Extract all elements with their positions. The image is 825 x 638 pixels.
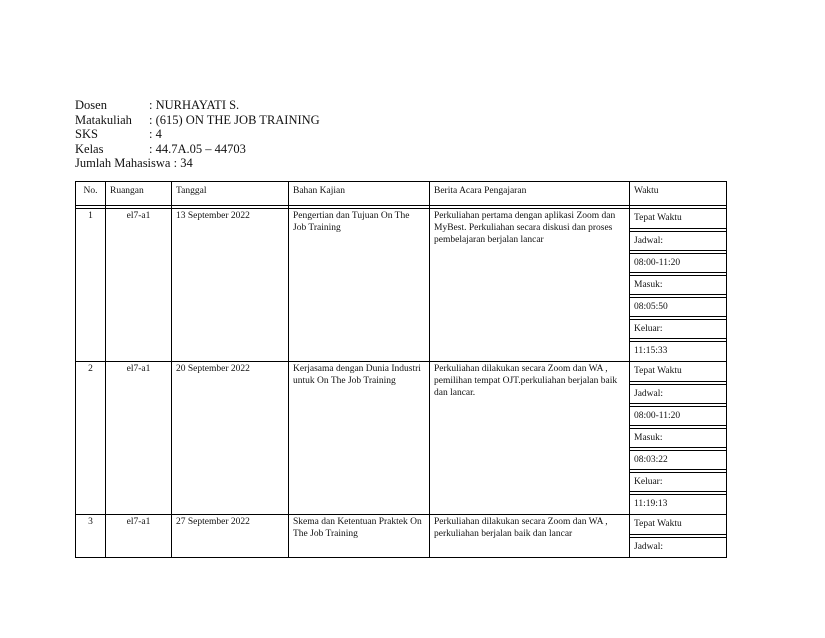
waktu-keluar-label: Keluar: [630, 472, 726, 492]
cell-no: 2 [76, 362, 106, 515]
cell-ruangan: el7-a1 [106, 209, 172, 362]
waktu-keluar-label: Keluar: [630, 319, 726, 339]
kelas-label: Kelas [75, 141, 104, 156]
cell-waktu [630, 209, 727, 362]
cell-no: 3 [76, 515, 106, 558]
waktu-status: Tepat Waktu [630, 362, 726, 382]
sks-value: : 4 [149, 127, 162, 141]
dosen-value: : NURHAYATI S. [149, 98, 240, 112]
waktu-jadwal-value: 08:00-11:20 [630, 253, 726, 273]
table-row [76, 362, 727, 515]
cell-ruangan: el7-a1 [106, 362, 172, 515]
cell-no: 1 [76, 209, 106, 362]
course-header [75, 98, 320, 171]
col-header-berita-acara: Berita Acara Pengajaran [430, 182, 630, 206]
cell-waktu [630, 362, 727, 515]
waktu-keluar-value: 11:19:13 [630, 494, 726, 514]
waktu-jadwal-label: Jadwal: [630, 231, 726, 251]
cell-bahan-kajian: Kerjasama dengan Dunia Industri untuk On The Job Training [289, 362, 430, 515]
sks-row [75, 127, 320, 142]
waktu-jadwal-value: 08:00-11:20 [630, 406, 726, 426]
waktu-keluar-value: 11:15:33 [630, 341, 726, 361]
cell-tanggal: 27 September 2022 [172, 515, 289, 558]
waktu-status: Tepat Waktu [630, 209, 726, 229]
cell-waktu [630, 515, 727, 558]
jumlah-mahasiswa: Jumlah Mahasiswa : 34 [75, 156, 193, 170]
cell-berita-acara: Perkuliahan dilakukan secara Zoom dan WA , pemilihan tempat OJT.perkuliahan berjalan baik dan lancar. [430, 362, 630, 515]
waktu-jadwal-label: Jadwal: [630, 384, 726, 404]
table-row [76, 209, 727, 362]
cell-bahan-kajian: Skema dan Ketentuan Praktek On The Job Training [289, 515, 430, 558]
cell-bahan-kajian: Pengertian dan Tujuan On The Job Training [289, 209, 430, 362]
matakuliah-row [75, 113, 320, 128]
col-header-waktu: Waktu [630, 182, 727, 206]
dosen-row [75, 98, 320, 113]
waktu-status: Tepat Waktu [630, 515, 726, 535]
cell-tanggal: 20 September 2022 [172, 362, 289, 515]
matakuliah-label: Matakuliah [75, 112, 132, 127]
col-header-bahan-kajian: Bahan Kajian [289, 182, 430, 206]
waktu-masuk-value: 08:03:22 [630, 450, 726, 470]
waktu-masuk-value: 08:05:50 [630, 297, 726, 317]
cell-ruangan: el7-a1 [106, 515, 172, 558]
col-header-no: No. [76, 182, 106, 206]
sks-label: SKS [75, 127, 98, 141]
attendance-table [75, 181, 727, 558]
kelas-value: : 44.7A.05 – 44703 [149, 141, 246, 156]
cell-berita-acara: Perkuliahan pertama dengan aplikasi Zoom dan MyBest. Perkuliahan secara diskusi dan proses pembelajaran berjalan lancar [430, 209, 630, 362]
cell-tanggal: 13 September 2022 [172, 209, 289, 362]
col-header-tanggal: Tanggal [172, 182, 289, 206]
matakuliah-value: : (615) ON THE JOB TRAINING [149, 112, 320, 127]
table-row [76, 515, 727, 558]
table-header-row [76, 182, 727, 206]
kelas-row [75, 142, 320, 157]
waktu-jadwal-label: Jadwal: [630, 537, 726, 557]
col-header-ruangan: Ruangan [106, 182, 172, 206]
waktu-masuk-label: Masuk: [630, 428, 726, 448]
dosen-label: Dosen [75, 98, 107, 112]
cell-berita-acara: Perkuliahan dilakukan secara Zoom dan WA , perkuliahan berjalan baik dan lancar [430, 515, 630, 558]
waktu-masuk-label: Masuk: [630, 275, 726, 295]
